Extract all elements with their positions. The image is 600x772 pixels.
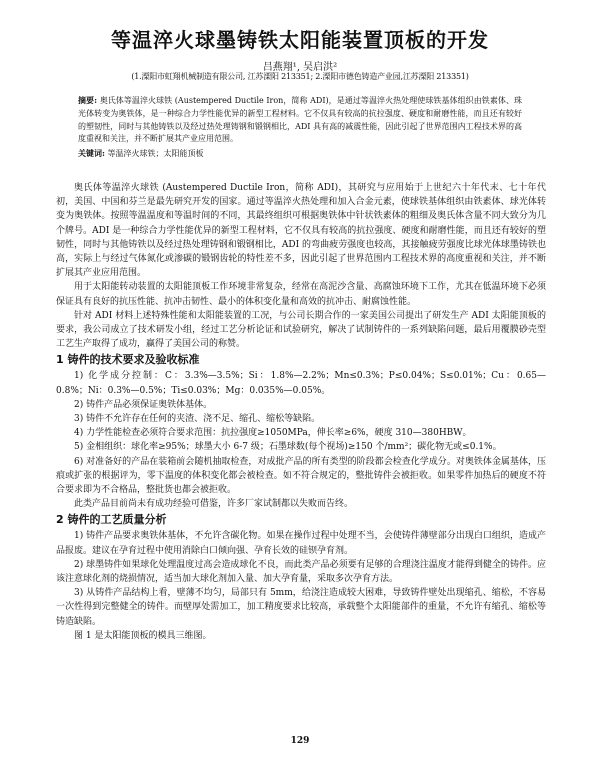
section-1-closing: 此类产品目前尚未有成功经验可借鉴，许多厂家试制都以失败而告终。 [74,499,354,510]
list-item: 1) 铸件产品要求奥铁体基体，不允许含碳化物。如果在操作过程中处理不当，会使铸件薄壁部分出现白口组织，造成产品报废。建议在孕育过程中使用消除白口倾向强、孕育长效的硅钡孕育剂。 [56,531,546,556]
author-line: 吕燕翔¹, 吴启洪² [262,62,338,73]
keywords-text: 等温淬火球铁；太阳能顶板 [107,149,204,158]
list-item: 5) 金相组织：球化率≥95%；球墨大小 6-7 级；石墨球数(每个视场)≥150 个/mm²；碳化物无或≤0.1%。 [74,442,502,453]
body-text [56,181,546,643]
figure-reference: 图 1 是太阳能顶板的模具三维图。 [74,630,212,641]
page-number: 129 [290,736,310,746]
intro-paragraph-3: 针对 ADI 材料上述特殊性能和太阳能装置的工况，与公司长期合作的一家美国公司提出了研发生产 ADI 太阳能顶板的要求，我公司成立了技术研发小组，经过工艺分析论证和试验研究，解决了试制铸件的一系列缺陷问题，最后用覆膜砂壳型工艺生产取得了成功，赢得了美国公司的称赞。 [56,310,546,350]
list-item: 4) 力学性能检查必须符合要求范围：抗拉强度≥1050MPa，伸长率≥6%，硬度 310—380HBW。 [74,428,472,439]
list-item: 2) 铸件产品必须保证奥铁体基体。 [74,399,213,410]
paper-title: 等温淬火球墨铸铁太阳能装置顶板的开发 [111,28,489,52]
list-item: 1) 化学成分控制：C：3.3%—3.5%；Si：1.8%—2.2%；Mn≤0.3%；P≤0.04%；S≤0.01%；Cu：0.65—0.8%；Ni：0.3%—0.5%；Ti≤0.03%；Mg：0.035%—0.05%。 [56,371,546,396]
list-item: 3) 铸件不允许存在任何的夹渣、浇不足、缩孔、缩松等缺陷。 [74,414,321,425]
affiliation-line: (1.溧阳市虹翔机械制造有限公司, 江苏溧阳 213351; 2.溧阳市德色铸造产业园,江苏溧阳 213351) [131,72,469,81]
abstract [78,94,522,146]
abstract-label: 摘要: [78,95,98,105]
section-heading-1: 1 铸件的技术要求及验收标准 [56,353,200,367]
list-item: 3) 从铸件产品结构上看，壁薄不均匀，局部只有 5mm，给浇注造成较大困难，导致铸件壁处出现缩孔、缩松，不容易一次性得到完整健全的铸件。而壁厚处需加工，加工精度要求比较高，承载整个太阳能部件的重量，不允许有缩孔、缩松等铸造缺陷。 [56,588,546,627]
keywords-label: 关键词: [78,148,105,158]
list-item: 6) 对准备好的产品在装箱前会随机抽取检查，对成批产品的所有类型的阶段都会检查化学成分。对奥铁体金属基体，压痕或扩张的根据评为，零下温度的体积变化都会被检查。如不符合规定的，整批铸件会被拒收。如果零件加热后的硬度不符合要求即为不合格品，整批货也都会被拒收。 [56,456,546,496]
list-item: 2) 球墨铸件如果球化处理温度过高会造成球化不良，而此类产品必须要有足够的合理浇注温度才能得到健全的铸件。应该注意球化剂的烧损情况，适当加大球化剂加入量、加大孕育量，采取多次孕育方法。 [56,559,546,585]
keywords [78,147,522,160]
intro-paragraph-1: 奥氏体等温淬火球铁 (Austempered Ductile Iron，简称 ADI)，其研究与应用始于上世纪六十年代末、七十年代初，美国、中国和芬兰是最先研究开发的国家。通过等温淬火热处理和加入合金元素，使球铁基体组织由铁素体、球光体转变为奥铁体。按照等温温度和等温时间的不同，其最终组织可根据奥铁体中针状铁素体的粗细及奥氏体含量不同大致分为几个牌号。ADI 是一种综合力学性能优异的新型工程材料，它不仅具有较高的抗拉强度、硬度和耐磨性能，而且还有较好的塑韧性，同时与其他铸铁以及经过热处理铸钢和锻钢相比，ADI 的弯曲疲劳强度也较高，其接触疲劳强度比球光体球墨铸铁也高，实际上与经过气体氮化或渗碳的锻钢齿轮的特性差不多，因此引起了世界范围内工程技术界的高度重视和关注，并不断扩展其产业应用范围。 [56,183,546,279]
abstract-text: 奥氏体等温淬火球铁 (Austempered Ductile Iron，简称 ADI)，是通过等温淬火热处理使球铁基体组织由铁素体、珠光体转变为奥铁体，是一种综合力学性能优异的新型工程材料。它不仅具有较高的抗拉强度、硬度和耐磨性能，而且还有较好的塑韧性，同时与其他铸铁以及经过热处理铸钢和锻钢相比，ADI 具有高的减震性能，因此引起了世界范围内工程技术界的高度重视和关注，并不断扩展其产业应用范围。 [78,96,523,144]
section-heading-2: 2 铸件的工艺质量分析 [56,513,167,527]
intro-paragraph-2: 用于太阳能转动装置的太阳能顶板工作环境非常复杂，经常在高泥沙含量、高腐蚀环境下工作，尤其在低温环境下必须保证具有良好的抗压性能、抗冲击韧性、最小的体积变化量和高效的抗冲击、耐腐蚀性能。 [56,282,546,307]
